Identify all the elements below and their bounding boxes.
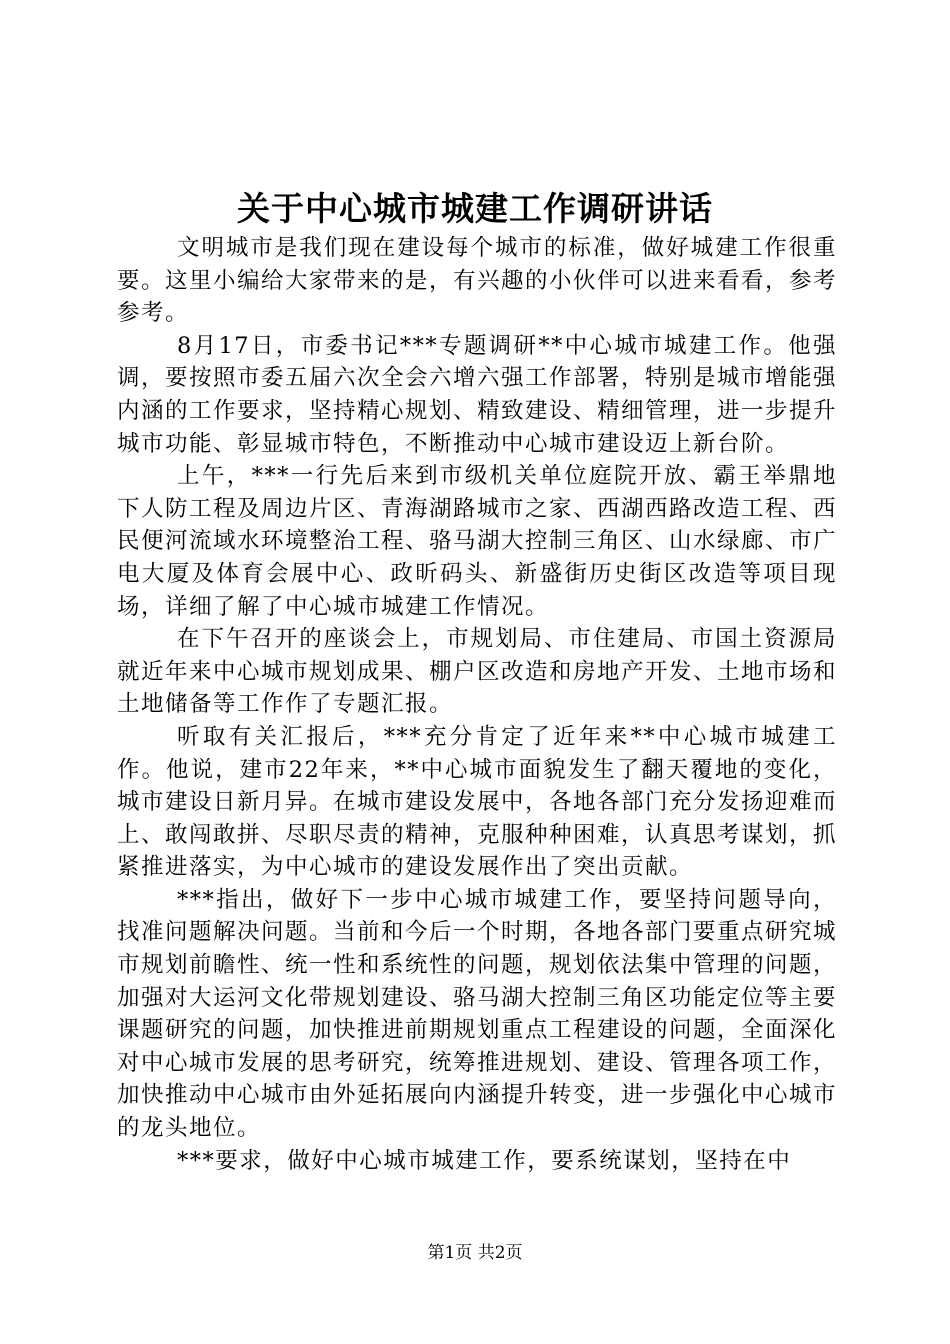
paragraph-morning-visit: 上午，***一行先后来到市级机关单位庭院开放、霸王举鼎地下人防工程及周边片区、青海湖路城市之家、西湖西路改造工程、西民便河流域水环境整治工程、骆马湖大控制三角区、山水绿廊、市广电大厦及体育会展中心、政昕码头、新盛街历史街区改造等项目现场，详细了解了中心城市城建工作情况。 xyxy=(117,463,838,620)
paragraph-instructions: ***指出，做好下一步中心城市城建工作，要坚持问题导向，找准问题解决问题。当前和今后一个时期，各地各部门要重点研究城市规划前瞻性、统一性和系统性的问题，规划依法集中管理的问题，加强对大运河文化带规划建设、骆马湖大控制三角区功能定位等主要课题研究的问题，加快推进前期规划重点工程建设的问题，全面深化对中心城市发展的思考研究，统筹推进规划、建设、管理各项工作，加快推动中心城市由外延拓展向内涵提升转变，进一步强化中心城市的龙头地位。 xyxy=(117,886,838,1142)
document-title: 关于中心城市城建工作调研讲话 xyxy=(237,189,713,228)
paragraph-afternoon-meeting: 在下午召开的座谈会上，市规划局、市住建局、市国土资源局就近年来中心城市规划成果、棚户区改造和房地产开发、土地市场和土地储备等工作作了专题汇报。 xyxy=(117,626,838,718)
paragraph-intro: 文明城市是我们现在建设每个城市的标准，做好城建工作很重要。这里小编给大家带来的是，有兴趣的小伙伴可以进来看看，参考参考。 xyxy=(117,235,838,327)
document-body xyxy=(117,232,837,1177)
paragraph-affirmation: 听取有关汇报后，***充分肯定了近年来**中心城市城建工作。他说，建市22年来，**中心城市面貌发生了翻天覆地的变化，城市建设日新月异。在城市建设发展中，各地各部门充分发扬迎难而上、敢闯敢拼、尽职尽责的精神，克服种种困难，认真思考谋划，抓紧推进落实，为中心城市的建设发展作出了突出贡献。 xyxy=(117,723,838,881)
paragraph-research-overview: 8月17日，市委书记***专题调研**中心城市城建工作。他强调，要按照市委五届六次全会六增六强工作部署，特别是城市增能强内涵的工作要求，坚持精心规划、精致建设、精细管理，进一步提升城市功能、彰显城市特色，不断推动中心城市建设迈上新台阶。 xyxy=(117,332,838,457)
page-number-footer: 第1页 共2页 xyxy=(427,1243,523,1263)
paragraph-requirements: ***要求，做好中心城市城建工作，要系统谋划，坚持在中 xyxy=(177,1147,792,1174)
